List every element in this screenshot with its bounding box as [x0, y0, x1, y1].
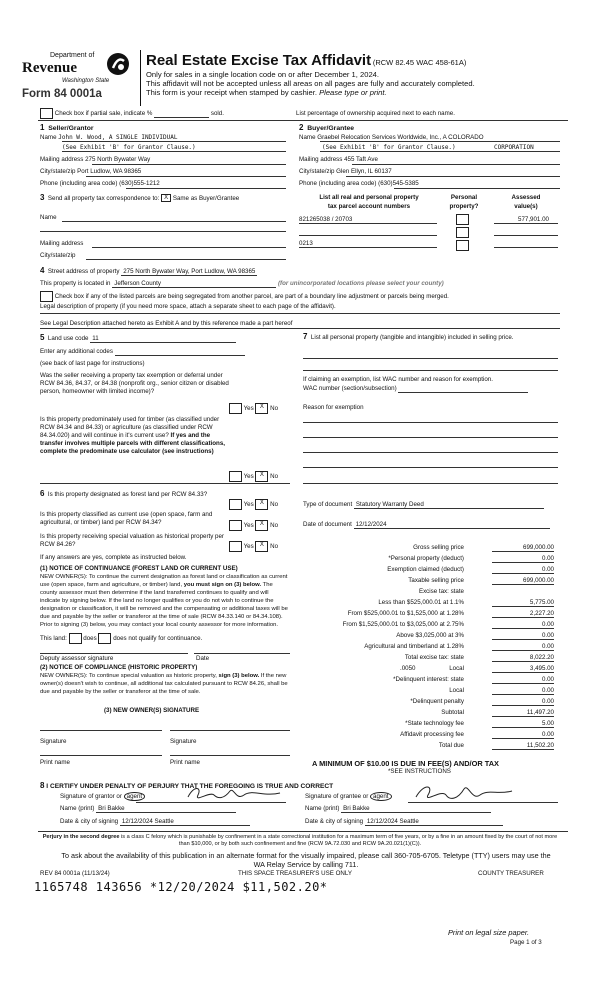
- historic-question: Is this property receiving special valuation as historical property per RCW 84.26?: [40, 533, 224, 548]
- tax-row-value[interactable]: 0.00: [492, 555, 554, 563]
- tax-row-value[interactable]: 0.00: [492, 731, 554, 739]
- tax-row-value[interactable]: 0.00: [492, 676, 554, 684]
- owner-print-label-1: Print name: [40, 759, 70, 766]
- forest-land-question: 6 Is this property designated as forest land per RCW 84.33?: [40, 489, 208, 498]
- state-label: Washington State: [62, 78, 110, 84]
- sec4-address-row: 4 Street address of property 275 North Bywater Way, Port Ludlow, WA 98365: [40, 266, 256, 275]
- owner-signature-label-1: Signature: [40, 738, 67, 745]
- doc-type-row: Type of document Statutory Warranty Deed: [303, 501, 544, 509]
- tax-row-value[interactable]: 0.00: [492, 632, 554, 640]
- revenue-logo: [22, 52, 140, 102]
- tax-row-label: Total due: [438, 742, 464, 749]
- partial-pct-field[interactable]: [154, 110, 209, 118]
- seller-heading: 1 Seller/Grantor: [40, 123, 94, 132]
- grantor-print-name[interactable]: Bri Bakke: [96, 805, 236, 813]
- current-use-question: Is this property classified as current use (open space, farm and agricultural, or timber) land per RCW 84.34?: [40, 511, 213, 526]
- tax-row-label: Subtotal: [441, 709, 464, 716]
- agent-circled-2: agent: [370, 792, 391, 801]
- this-land-row: This land: does does not qualify for continuance.: [40, 633, 202, 644]
- assessed-value-1[interactable]: 577,901.00: [518, 216, 549, 223]
- grantee-signature-row: Signature of grantee or agent: [305, 793, 392, 800]
- does-checkbox[interactable]: [69, 633, 82, 644]
- seller-city[interactable]: Port Ludlow, WA 98365: [77, 168, 142, 175]
- seller-mail[interactable]: 275 North Bywater Way: [85, 156, 151, 163]
- tax-row-value[interactable]: 0.00: [492, 643, 554, 651]
- property-county[interactable]: Jefferson County: [112, 280, 276, 288]
- tax-row-value[interactable]: 0.00: [492, 566, 554, 574]
- personal-checkbox-3[interactable]: [456, 240, 469, 251]
- tax-row-label: Agricultural and timberland at 1.28%: [364, 643, 464, 650]
- personal-checkbox-2[interactable]: [456, 227, 469, 238]
- tax-row-label: Local: [449, 687, 464, 694]
- parcel-header: List all real and personal property tax parcel account numbers: [319, 194, 419, 210]
- if-yes-note: If any answers are yes, complete as instructed below.: [40, 554, 187, 561]
- grantee-name-row: Name (print) Bri Bakke: [305, 805, 491, 813]
- tax-row-label: *Delinquent interest: state: [393, 676, 464, 683]
- grantor-date-city[interactable]: 12/12/2024 Seattle: [120, 818, 250, 826]
- tax-row-label: Affidavit processing fee: [400, 731, 464, 738]
- certification-heading: 8 I CERTIFY UNDER PENALTY OF PERJURY THAT THE FOREGOING IS TRUE AND CORRECT: [40, 781, 334, 790]
- notice-compliance-text: NEW OWNER(S): To continue special valuation as historic property, sign (3) below. If the new owner(s) doesn't wish to continue, all additional tax calculated pursuant to RCW 84.26, shall be due and payable by the seller or transferor at the time of sale.: [40, 673, 288, 695]
- perjury-notice: Perjury in the second degree is a class C felony which is punishable by confinement in a state correctional institution for a maximum term of five years, or by a fine in an amount fixed by the court of not more than $10,000, or by both such confinement and fine (RCW 9A.72.030 and RCW 9A.20.021(1)(C)).: [42, 834, 558, 847]
- grantee-date-row: Date & city of signing 12/12/2024 Seattle: [305, 818, 503, 826]
- property-address[interactable]: 275 North Bywater Way, Port Ludlow, WA 98365: [123, 268, 256, 275]
- page-title: Real Estate Excise Tax Affidavit: [146, 52, 372, 69]
- buyer-heading: 2 Buyer/Grantee: [299, 123, 355, 132]
- buyer-name[interactable]: Graebel Relocation Services Worldwide, Inc., A COLORADO: [317, 134, 484, 141]
- subtitle-3: This form is your receipt when stamped by cashier.: [146, 88, 317, 97]
- subtitle-2: This affidavit will not be accepted unless all areas on all pages are fully and accurately completed.: [146, 79, 475, 88]
- partial-sale-checkbox[interactable]: [40, 108, 53, 119]
- buyer-phone-row: Phone (including area code) (630)545-5385: [299, 180, 419, 187]
- buyer-mail[interactable]: 455 Taft Ave: [344, 156, 378, 163]
- timber-answer: Yes X No: [229, 471, 278, 482]
- buyer-grantor-clause: (See Exhibit 'B' for Grantor Clause.): [322, 144, 456, 151]
- additional-codes-field[interactable]: [115, 348, 245, 356]
- sec3-correspondence: 3 Send all property tax correspondence to: X Same as Buyer/Grantee: [40, 193, 240, 202]
- deputy-signature-label: Deputy assessor signature: [40, 655, 114, 662]
- tax-row-value[interactable]: 0.00: [492, 698, 554, 706]
- seller-name-row: Name John W. Wood, A SINGLE INDIVIDUAL: [40, 134, 178, 141]
- doc-type[interactable]: Statutory Warranty Deed: [354, 501, 544, 509]
- buyer-city-row: City/state/zip Glen Ellyn, IL 60137: [299, 168, 392, 175]
- notice-continuance-text: NEW OWNER(S): To continue the current designation as forest land or classification as current use (open space, farm and agriculture, or timber) land, you must sign on (3) below. The county assessor must then determine if the land transferred continues to qualify and will indicate by signing below. If the land no longer qualifies or you do not wish to continue the designation or classification, it will be removed and the compensating or additional taxes will be due and payable by the seller or transferor at the time of sale (RCW 84.33.140 or 84.34.108). Prior to signing (3) below, you may contact your local county assessor for more information.: [40, 574, 288, 628]
- revenue-emblem-icon: [106, 52, 130, 76]
- personal-checkbox-1[interactable]: [456, 214, 469, 225]
- sec4-segregation-row: Check box if any of the listed parcels are being segregated from another parcel, are part of a boundary line adjustment or parcels being merged.: [40, 291, 449, 302]
- tax-row-label: Excise tax: state: [418, 588, 464, 595]
- land-use-row: 5 Land use code 11: [40, 333, 236, 343]
- tax-row-value[interactable]: 0.00: [492, 687, 554, 695]
- treasurer-use-label: THIS SPACE TREASURER'S USE ONLY: [238, 870, 352, 877]
- buyer-phone[interactable]: (630)545-5385: [378, 180, 419, 187]
- subtitle-1: Only for sales in a single location code on or after December 1, 2024.: [146, 70, 380, 79]
- owner-print-label-2: Print name: [170, 759, 200, 766]
- sec3-name-label: Name: [40, 214, 57, 221]
- title-ref: (RCW 82.45 WAC 458-61A): [372, 58, 467, 67]
- timber-question: Is this property predominately used for timber (as classified under RCW 84.34 and 84.33) or agriculture (as classified under RCW 84.34.020) and will continue in it's current use? If yes and the transfer involves multiple parcels with different classifications, complete the predominate use calculator (see instructions): [40, 416, 225, 455]
- grantor-signature-row: Signature of grantor or agent: [60, 793, 145, 800]
- current-use-answer: Yes X No: [229, 520, 278, 531]
- notice-compliance-heading: (2) NOTICE OF COMPLIANCE (HISTORIC PROPERTY): [40, 664, 198, 671]
- parcel-number-2[interactable]: 0213: [299, 240, 313, 247]
- local-rate: .0050: [400, 665, 416, 672]
- agent-circled-1: agent: [124, 792, 145, 801]
- seller-mail-row: Mailing address 275 North Bywater Way: [40, 156, 151, 163]
- tax-row-label: Exemption claimed (deduct): [387, 566, 464, 573]
- does-not-checkbox[interactable]: [98, 633, 111, 644]
- historic-answer: Yes X No: [229, 541, 278, 552]
- tax-row-value[interactable]: 3,495.00: [492, 665, 554, 673]
- see-instructions-note: *SEE INSTRUCTIONS: [388, 768, 451, 775]
- additional-codes-row: Enter any additional codes: [40, 348, 245, 356]
- segregation-checkbox[interactable]: [40, 291, 53, 302]
- wac-label: WAC number (section/subsection): [303, 385, 528, 393]
- grantor-name-row: Name (print) Bri Bakke: [60, 805, 236, 813]
- partial-sale-row: Check box if partial sale, indicate % sold.: [40, 108, 224, 119]
- wac-field[interactable]: [398, 385, 528, 393]
- county-treasurer-label: COUNTY TREASURER: [478, 870, 544, 877]
- tax-row-value[interactable]: 11,502.20: [492, 742, 554, 750]
- tax-row-value[interactable]: 699,000.00: [492, 544, 554, 552]
- page-number: Page 1 of 3: [510, 939, 542, 946]
- assessed-header: Assessed value(s): [511, 194, 541, 210]
- seller-city-row: City/state/zip Port Ludlow, WA 98365: [40, 168, 142, 175]
- tax-row-value[interactable]: 11,497.20: [492, 709, 554, 717]
- personal-header: Personal property?: [449, 194, 479, 210]
- notice-continuance-heading: (1) NOTICE OF CONTINUANCE (FOREST LAND OR CURRENT USE): [40, 565, 238, 572]
- tax-row-label: *State technology fee: [405, 720, 464, 727]
- same-as-buyer-checkbox[interactable]: X: [161, 194, 171, 202]
- parcel-number-1[interactable]: 821265038 / 20703: [299, 216, 353, 223]
- exemption-answer: Yes X No: [229, 403, 278, 414]
- sec3-city-label: City/state/zip: [40, 252, 76, 259]
- tax-row-label: Total excise tax: state: [404, 654, 464, 661]
- revenue-wordmark: Revenue: [22, 60, 77, 76]
- tax-row-value[interactable]: 5,775.00: [492, 599, 554, 607]
- owner-signature-label-2: Signature: [170, 738, 197, 745]
- personal-property-label: 7 List all personal property (tangible and intangible) included in selling price.: [303, 332, 514, 341]
- header-divider: [140, 50, 141, 106]
- forest-land-answer: Yes X No: [229, 499, 278, 510]
- tax-row-value[interactable]: 699,000.00: [492, 577, 554, 585]
- new-owner-signature-heading: (3) NEW OWNER(S) SIGNATURE: [104, 707, 200, 714]
- buyer-mail-row: Mailing address 455 Taft Ave: [299, 156, 378, 163]
- grantee-date-city[interactable]: 12/12/2024 Seattle: [365, 818, 503, 826]
- seller-phone[interactable]: (630)555-1212: [119, 180, 160, 187]
- see-instructions: (see back of last page for instructions): [40, 360, 145, 367]
- tax-row-label: Local: [449, 665, 464, 672]
- header-text: [146, 52, 586, 97]
- treasurer-stamp: 1165748 143656 *12/20/2024 $11,502.20*: [34, 880, 328, 894]
- seller-name[interactable]: John W. Wood, A SINGLE INDIVIDUAL: [58, 134, 178, 141]
- tax-row-label: Gross selling price: [413, 544, 464, 551]
- subtitle-3-note: Please type or print.: [319, 88, 387, 97]
- doc-date[interactable]: 12/12/2024: [354, 521, 550, 529]
- seller-grantor-clause: (See Exhibit 'B' for Grantor Clause.): [62, 144, 196, 151]
- tax-row-label: *Delinquent penalty: [410, 698, 464, 705]
- exemption-question: Was the seller receiving a property tax exemption or deferral under RCW 84.36, 84.37, or 84.38 (nonprofit org., senior citizen or disabled person, homeowner with limited income)?: [40, 372, 229, 395]
- legal-description-label: Legal description of property (if you need more space, attach a separate sheet to each page of the affidavit).: [40, 303, 336, 310]
- grantor-date-row: Date & city of signing 12/12/2024 Seattle: [60, 818, 250, 826]
- tax-row-label: Less than $525,000.01 at 1.1%: [378, 599, 464, 606]
- alt-format-notice: To ask about the availability of this publication in an alternate format for the visually impaired, please call 360-705-6705. Teletype (TTY) users may use the WA Relay Service by calling 711.: [61, 851, 551, 869]
- sec4-county-row: This property is located in Jefferson County (for unincorporated locations please select your county): [40, 280, 444, 287]
- dept-label: Department of: [50, 52, 95, 59]
- tax-row-value[interactable]: 0.00: [492, 621, 554, 629]
- buyer-city[interactable]: Glen Ellyn, IL 60137: [336, 168, 392, 175]
- tax-row-label: From $525,000.01 to $1,525,000 at 1.28%: [347, 610, 464, 617]
- tax-row-label: From $1,525,000.01 to $3,025,000 at 2.75%: [342, 621, 464, 628]
- legal-paper-note: Print on legal size paper.: [448, 928, 530, 937]
- tax-row-label: Above $3,025,000 at 3%: [396, 632, 464, 639]
- exemption-claim-label: If claiming an exemption, list WAC number and reason for exemption.: [303, 376, 493, 383]
- tax-row-label: *Personal property (deduct): [388, 555, 464, 562]
- form-number: Form 84 0001a: [22, 88, 102, 100]
- tax-row-label: Taxable selling price: [408, 577, 464, 584]
- buyer-name-cont: CORPORATION: [494, 144, 534, 151]
- minimum-fee-note: A MINIMUM OF $10.00 IS DUE IN FEE(S) AND/OR TAX: [312, 759, 499, 768]
- grantee-print-name[interactable]: Bri Bakke: [341, 805, 491, 813]
- deputy-date-label: Date: [196, 655, 210, 662]
- land-use-code[interactable]: 11: [90, 335, 236, 343]
- tax-row-value[interactable]: 8,022.20: [492, 654, 554, 662]
- ownership-note: List percentage of ownership acquired next to each name.: [296, 110, 455, 117]
- sec3-mail-label: Mailing address: [40, 240, 84, 247]
- tax-row-value[interactable]: 2,227.20: [492, 610, 554, 618]
- buyer-name-row: Name Graebel Relocation Services Worldwide, Inc., A COLORADO: [299, 134, 484, 141]
- tax-row-value[interactable]: 5.00: [492, 720, 554, 728]
- doc-date-row: Date of document 12/12/2024: [303, 521, 550, 529]
- legal-description-text[interactable]: See Legal Description attached hereto as Exhibit A and by this reference made a part hereof: [40, 320, 293, 327]
- revision-number: REV 84 0001a (11/13/24): [40, 870, 110, 877]
- reason-label: Reason for exemption: [303, 404, 364, 411]
- seller-phone-row: Phone (including area code) (630)555-1212: [40, 180, 160, 187]
